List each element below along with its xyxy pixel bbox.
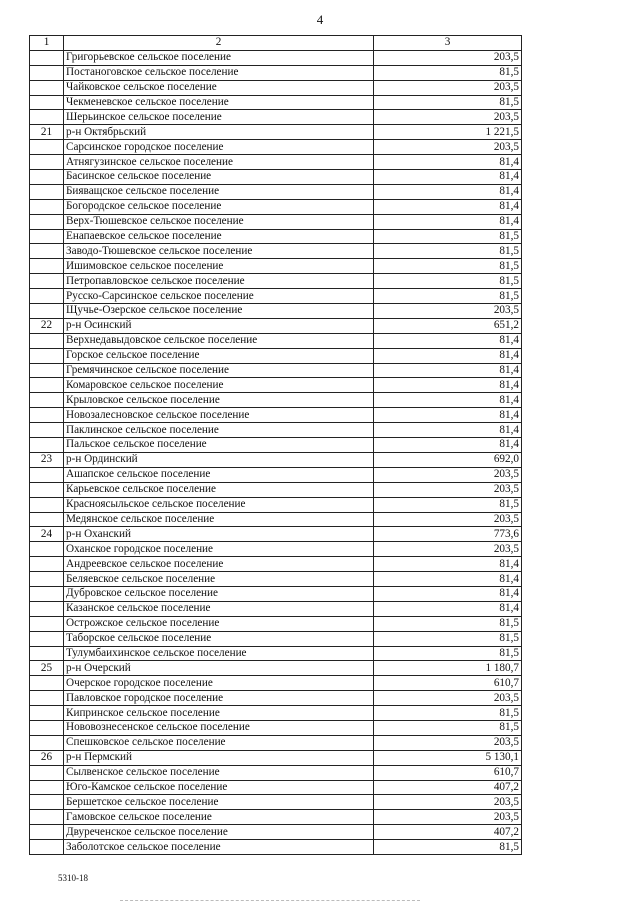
municipality-name: Красноясыльское сельское поселение bbox=[64, 497, 374, 512]
table-header-row bbox=[30, 36, 522, 51]
table-row bbox=[30, 348, 522, 363]
allocation-value: 81,5 bbox=[374, 646, 522, 661]
allocation-value: 203,5 bbox=[374, 80, 522, 95]
row-number bbox=[30, 259, 64, 274]
table-row bbox=[30, 795, 522, 810]
table-row bbox=[30, 527, 522, 542]
page-number: 4 bbox=[316, 12, 324, 27]
municipality-name: Очерское городское поселение bbox=[64, 676, 374, 691]
table-row bbox=[30, 229, 522, 244]
row-number bbox=[30, 304, 64, 319]
municipality-name: Григорьевское сельское поселение bbox=[64, 50, 374, 65]
allocation-value: 5 130,1 bbox=[374, 750, 522, 765]
row-number: 22 bbox=[30, 318, 64, 333]
row-number bbox=[30, 631, 64, 646]
allocation-value: 1 221,5 bbox=[374, 125, 522, 140]
table-row bbox=[30, 155, 522, 170]
row-number bbox=[30, 423, 64, 438]
row-number bbox=[30, 244, 64, 259]
allocation-value: 203,5 bbox=[374, 691, 522, 706]
row-number bbox=[30, 363, 64, 378]
table-row bbox=[30, 512, 522, 527]
municipality-name: р-н Пермский bbox=[64, 750, 374, 765]
row-number bbox=[30, 765, 64, 780]
row-number bbox=[30, 95, 64, 110]
municipality-name: Бершетское сельское поселение bbox=[64, 795, 374, 810]
table-row bbox=[30, 184, 522, 199]
municipality-name: Гремячинское сельское поселение bbox=[64, 363, 374, 378]
municipality-name: Острожское сельское поселение bbox=[64, 616, 374, 631]
table-row bbox=[30, 378, 522, 393]
row-number bbox=[30, 691, 64, 706]
row-number bbox=[30, 810, 64, 825]
municipality-name: Сарсинское городское поселение bbox=[64, 140, 374, 155]
row-number: 23 bbox=[30, 452, 64, 467]
row-number bbox=[30, 170, 64, 185]
allocation-value: 81,4 bbox=[374, 393, 522, 408]
municipality-name: Шерьинское сельское поселение bbox=[64, 110, 374, 125]
table-row bbox=[30, 646, 522, 661]
municipality-name: Двуреченское сельское поселение bbox=[64, 825, 374, 840]
municipality-name: Чайковское сельское поселение bbox=[64, 80, 374, 95]
table-row bbox=[30, 50, 522, 65]
table-row bbox=[30, 661, 522, 676]
allocation-value: 773,6 bbox=[374, 527, 522, 542]
allocation-value: 81,4 bbox=[374, 363, 522, 378]
row-number bbox=[30, 467, 64, 482]
allocation-value: 610,7 bbox=[374, 676, 522, 691]
table-row bbox=[30, 765, 522, 780]
table-row bbox=[30, 810, 522, 825]
row-number bbox=[30, 557, 64, 572]
column-header-2: 2 bbox=[64, 36, 374, 51]
municipality-name: Паклинское сельское поселение bbox=[64, 423, 374, 438]
table-row bbox=[30, 65, 522, 80]
row-number bbox=[30, 482, 64, 497]
row-number: 26 bbox=[30, 750, 64, 765]
municipality-name: р-н Осинский bbox=[64, 318, 374, 333]
table-row bbox=[30, 735, 522, 750]
allocation-value: 203,5 bbox=[374, 512, 522, 527]
allocation-value: 203,5 bbox=[374, 110, 522, 125]
table-row bbox=[30, 199, 522, 214]
allocation-value: 203,5 bbox=[374, 467, 522, 482]
municipality-name: Сылвенское сельское поселение bbox=[64, 765, 374, 780]
allocation-value: 81,5 bbox=[374, 289, 522, 304]
row-number bbox=[30, 408, 64, 423]
allocation-value: 203,5 bbox=[374, 795, 522, 810]
municipality-name: Юго-Камское сельское поселение bbox=[64, 780, 374, 795]
row-number bbox=[30, 274, 64, 289]
allocation-value: 1 180,7 bbox=[374, 661, 522, 676]
municipality-name: Бияващское сельское поселение bbox=[64, 184, 374, 199]
table-row bbox=[30, 840, 522, 855]
allocation-value: 407,2 bbox=[374, 825, 522, 840]
municipality-name: Оханское городское поселение bbox=[64, 542, 374, 557]
row-number bbox=[30, 720, 64, 735]
bottom-divider bbox=[120, 900, 420, 901]
table-row bbox=[30, 497, 522, 512]
municipality-name: Ишимовское сельское поселение bbox=[64, 259, 374, 274]
row-number bbox=[30, 735, 64, 750]
municipality-name: Кипринское сельское поселение bbox=[64, 706, 374, 721]
row-number bbox=[30, 214, 64, 229]
municipality-name: Тулумбаихинское сельское поселение bbox=[64, 646, 374, 661]
municipality-name: р-н Оханский bbox=[64, 527, 374, 542]
municipality-name: Чекменевское сельское поселение bbox=[64, 95, 374, 110]
table-row bbox=[30, 631, 522, 646]
allocation-value: 81,4 bbox=[374, 408, 522, 423]
allocation-value: 203,5 bbox=[374, 304, 522, 319]
table-row bbox=[30, 363, 522, 378]
document-code: 5310-18 bbox=[58, 873, 88, 883]
table-row bbox=[30, 691, 522, 706]
row-number bbox=[30, 795, 64, 810]
municipality-name: Верхнедавыдовское сельское поселение bbox=[64, 333, 374, 348]
table-row bbox=[30, 95, 522, 110]
allocation-value: 81,5 bbox=[374, 840, 522, 855]
table-row bbox=[30, 259, 522, 274]
allocation-value: 692,0 bbox=[374, 452, 522, 467]
allocation-value: 81,5 bbox=[374, 65, 522, 80]
municipality-name: Басинское сельское поселение bbox=[64, 170, 374, 185]
row-number bbox=[30, 199, 64, 214]
row-number bbox=[30, 586, 64, 601]
table-row bbox=[30, 750, 522, 765]
table-row bbox=[30, 140, 522, 155]
row-number bbox=[30, 80, 64, 95]
allocation-value: 610,7 bbox=[374, 765, 522, 780]
row-number bbox=[30, 229, 64, 244]
allocation-value: 81,5 bbox=[374, 95, 522, 110]
municipality-name: Казанское сельское поселение bbox=[64, 601, 374, 616]
table-row bbox=[30, 780, 522, 795]
allocation-value: 81,5 bbox=[374, 229, 522, 244]
allocation-value: 81,4 bbox=[374, 438, 522, 453]
table-row bbox=[30, 601, 522, 616]
municipality-name: Медянское сельское поселение bbox=[64, 512, 374, 527]
municipality-name: Атнягузинское сельское поселение bbox=[64, 155, 374, 170]
municipality-name: Андреевское сельское поселение bbox=[64, 557, 374, 572]
allocation-value: 81,4 bbox=[374, 586, 522, 601]
row-number bbox=[30, 65, 64, 80]
table-row bbox=[30, 572, 522, 587]
row-number bbox=[30, 706, 64, 721]
row-number bbox=[30, 289, 64, 304]
municipality-name: Ашапское сельское поселение bbox=[64, 467, 374, 482]
table-row bbox=[30, 438, 522, 453]
row-number: 24 bbox=[30, 527, 64, 542]
allocation-value: 81,5 bbox=[374, 706, 522, 721]
allocation-value: 651,2 bbox=[374, 318, 522, 333]
row-number bbox=[30, 393, 64, 408]
municipality-name: р-н Очерский bbox=[64, 661, 374, 676]
row-number bbox=[30, 140, 64, 155]
allocation-value: 81,4 bbox=[374, 184, 522, 199]
table-row bbox=[30, 80, 522, 95]
table-row bbox=[30, 333, 522, 348]
municipality-name: Заболотское сельское поселение bbox=[64, 840, 374, 855]
municipality-name: Горское сельское поселение bbox=[64, 348, 374, 363]
row-number: 21 bbox=[30, 125, 64, 140]
row-number bbox=[30, 616, 64, 631]
allocation-value: 203,5 bbox=[374, 482, 522, 497]
allocation-value: 81,5 bbox=[374, 497, 522, 512]
allocation-value: 81,5 bbox=[374, 274, 522, 289]
allocation-table bbox=[29, 35, 522, 855]
municipality-name: Карьевское сельское поселение bbox=[64, 482, 374, 497]
table-row bbox=[30, 586, 522, 601]
allocation-value: 81,4 bbox=[374, 348, 522, 363]
municipality-name: Новозалесновское сельское поселение bbox=[64, 408, 374, 423]
row-number bbox=[30, 333, 64, 348]
table-row bbox=[30, 244, 522, 259]
allocation-value: 81,4 bbox=[374, 601, 522, 616]
municipality-name: Русско-Сарсинское сельское поселение bbox=[64, 289, 374, 304]
allocation-value: 81,4 bbox=[374, 333, 522, 348]
municipality-name: Пальское сельское поселение bbox=[64, 438, 374, 453]
row-number bbox=[30, 184, 64, 199]
municipality-name: Енапаевское сельское поселение bbox=[64, 229, 374, 244]
row-number bbox=[30, 497, 64, 512]
row-number bbox=[30, 110, 64, 125]
table-row bbox=[30, 452, 522, 467]
allocation-value: 81,4 bbox=[374, 557, 522, 572]
table-row bbox=[30, 408, 522, 423]
table-row bbox=[30, 706, 522, 721]
municipality-name: Гамовское сельское поселение bbox=[64, 810, 374, 825]
row-number bbox=[30, 601, 64, 616]
municipality-name: Комаровское сельское поселение bbox=[64, 378, 374, 393]
row-number bbox=[30, 438, 64, 453]
row-number bbox=[30, 50, 64, 65]
row-number: 25 bbox=[30, 661, 64, 676]
table-row bbox=[30, 542, 522, 557]
municipality-name: Таборское сельское поселение bbox=[64, 631, 374, 646]
municipality-name: Постаноговское сельское поселение bbox=[64, 65, 374, 80]
row-number bbox=[30, 825, 64, 840]
table-body bbox=[30, 50, 522, 854]
allocation-value: 81,5 bbox=[374, 631, 522, 646]
allocation-value: 81,4 bbox=[374, 155, 522, 170]
municipality-name: р-н Октябрьский bbox=[64, 125, 374, 140]
table-row bbox=[30, 423, 522, 438]
table-row bbox=[30, 482, 522, 497]
allocation-value: 81,4 bbox=[374, 199, 522, 214]
municipality-name: Беляевское сельское поселение bbox=[64, 572, 374, 587]
row-number bbox=[30, 676, 64, 691]
table-row bbox=[30, 720, 522, 735]
municipality-name: р-н Ординский bbox=[64, 452, 374, 467]
allocation-value: 203,5 bbox=[374, 140, 522, 155]
table-row bbox=[30, 825, 522, 840]
table-row bbox=[30, 557, 522, 572]
municipality-name: Павловское городское поселение bbox=[64, 691, 374, 706]
allocation-value: 203,5 bbox=[374, 735, 522, 750]
table-row bbox=[30, 125, 522, 140]
allocation-value: 81,4 bbox=[374, 423, 522, 438]
row-number bbox=[30, 572, 64, 587]
allocation-value: 407,2 bbox=[374, 780, 522, 795]
municipality-name: Спешковское сельское поселение bbox=[64, 735, 374, 750]
table-row bbox=[30, 110, 522, 125]
municipality-name: Дубровское сельское поселение bbox=[64, 586, 374, 601]
allocation-value: 81,4 bbox=[374, 170, 522, 185]
allocation-value: 203,5 bbox=[374, 542, 522, 557]
table-row bbox=[30, 214, 522, 229]
table-row bbox=[30, 304, 522, 319]
table-row bbox=[30, 393, 522, 408]
municipality-name: Верх-Тюшевское сельское поселение bbox=[64, 214, 374, 229]
municipality-name: Нововознесенское сельское поселение bbox=[64, 720, 374, 735]
table-row bbox=[30, 274, 522, 289]
municipality-name: Щучье-Озерское сельское поселение bbox=[64, 304, 374, 319]
allocation-value: 81,4 bbox=[374, 378, 522, 393]
row-number bbox=[30, 512, 64, 527]
allocation-value: 203,5 bbox=[374, 810, 522, 825]
column-header-1: 1 bbox=[30, 36, 64, 51]
column-header-3: 3 bbox=[374, 36, 522, 51]
row-number bbox=[30, 348, 64, 363]
allocation-value: 81,4 bbox=[374, 572, 522, 587]
row-number bbox=[30, 646, 64, 661]
allocation-value: 81,5 bbox=[374, 259, 522, 274]
allocation-value: 81,5 bbox=[374, 720, 522, 735]
table-row bbox=[30, 289, 522, 304]
allocation-value: 81,4 bbox=[374, 214, 522, 229]
allocation-value: 203,5 bbox=[374, 50, 522, 65]
table-row bbox=[30, 318, 522, 333]
table-row bbox=[30, 676, 522, 691]
municipality-name: Крыловское сельское поселение bbox=[64, 393, 374, 408]
municipality-name: Богородское сельское поселение bbox=[64, 199, 374, 214]
row-number bbox=[30, 155, 64, 170]
row-number bbox=[30, 780, 64, 795]
allocation-value: 81,5 bbox=[374, 244, 522, 259]
table-row bbox=[30, 467, 522, 482]
allocation-value: 81,5 bbox=[374, 616, 522, 631]
row-number bbox=[30, 378, 64, 393]
row-number bbox=[30, 542, 64, 557]
table-row bbox=[30, 170, 522, 185]
table-row bbox=[30, 616, 522, 631]
municipality-name: Петропавловское сельское поселение bbox=[64, 274, 374, 289]
municipality-name: Заводо-Тюшевское сельское поселение bbox=[64, 244, 374, 259]
row-number bbox=[30, 840, 64, 855]
